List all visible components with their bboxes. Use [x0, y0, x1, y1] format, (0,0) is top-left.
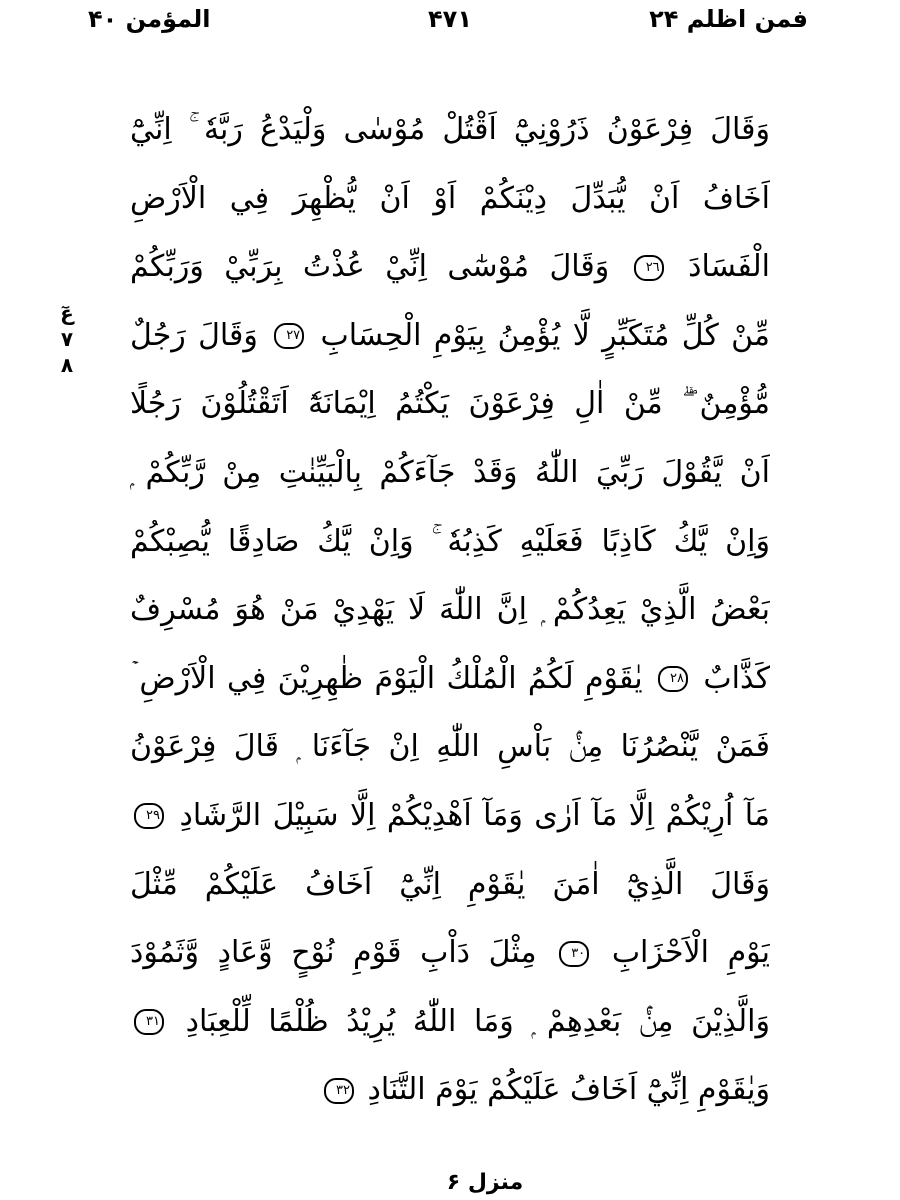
- verse-text: وَقَالَ الَّذِيْٓ اٰمَنَ يٰقَوْمِ اِنِّيْٓ اَخَافُ عَلَيْكُمْ مِّثْلَ: [130, 866, 770, 902]
- verse-line: [130, 370, 770, 439]
- verse-text: مَآ اُرِيْكُمْ اِلَّا مَآ اَرٰى وَمَآ اَهْدِيْكُمْ اِلَّا سَبِيْلَ الرَّشَادِ: [179, 797, 770, 833]
- verse-line: [130, 645, 770, 714]
- ayah-number-marker: ٣١: [134, 1009, 164, 1035]
- verse-text: اَخَافُ اَنْ يُّبَدِّلَ دِيْنَكُمْ اَوْ اَنْ يُّظْهِرَ فِي الْاَرْضِ: [130, 180, 770, 216]
- verse-line: [130, 302, 770, 371]
- verse-line: [130, 1056, 770, 1125]
- verse-line: [130, 508, 770, 577]
- verse-text: وَقَالَ فِرْعَوْنُ ذَرُوْنِيْٓ اَقْتُلْ مُوْسٰى وَلْيَدْعُ رَبَّهٗ ۚ اِنِّيْٓ: [130, 112, 770, 147]
- verse-text: مِثْلَ دَاْبِ قَوْمِ نُوْحٍ وَّعَادٍ وَّثَمُوْدَ: [130, 935, 537, 971]
- verse-line: [130, 439, 770, 508]
- verse-text: فَمَنْ يَّنْصُرُنَا مِنْۢ بَاْسِ اللّٰهِ اِنْ جَآءَنَا ۭ قَالَ فِرْعَوْنُ: [130, 729, 770, 765]
- ayah-number-marker: ٢٨: [658, 666, 688, 692]
- juz-title: فمن اظلم ۲۴: [649, 5, 808, 33]
- verse-text: وَقَالَ مُوْسٰٓى اِنِّيْ عُذْتُ بِرَبِّيْ وَرَبِّكُمْ: [130, 249, 610, 285]
- verse-text: يٰقَوْمِ لَكُمُ الْمُلْكُ الْيَوْمَ ظٰهِرِيْنَ فِي الْاَرْضِ ۡ: [130, 660, 643, 696]
- verse-text-block: [130, 96, 770, 1125]
- verse-text: وَيٰقَوْمِ اِنِّيْٓ اَخَافُ عَلَيْكُمْ يَوْمَ التَّنَادِ: [367, 1072, 770, 1108]
- verse-line: [130, 851, 770, 920]
- verse-text: يَوْمِ الْاَحْزَابِ: [611, 935, 770, 971]
- verse-line: [130, 919, 770, 988]
- verse-text: بَعْضُ الَّذِيْ يَعِدُكُمْ ۭ اِنَّ اللّٰهَ لَا يَهْدِيْ مَنْ هُوَ مُسْرِفٌ: [130, 592, 770, 628]
- manzil-label: منزل ۶: [446, 1170, 524, 1195]
- page-number: ۴۷۱: [428, 5, 472, 33]
- verse-text: وَقَالَ رَجُلٌ: [130, 317, 258, 353]
- ayah-number-marker: ٢٧: [274, 323, 304, 349]
- ruku-marker: عٓ ۷ ۸: [60, 301, 74, 377]
- ayah-number-marker: ٣٢: [324, 1078, 354, 1104]
- surah-title: المؤمن ۴۰: [88, 5, 211, 33]
- verse-text: الْفَسَادَ: [688, 249, 770, 285]
- verse-line: [130, 576, 770, 645]
- ayah-number-marker: ٣٠: [559, 941, 589, 967]
- verse-line: [130, 988, 770, 1057]
- verse-text: كَذَّابٌ: [703, 660, 770, 696]
- verse-line: [130, 713, 770, 782]
- verse-text: مُّؤْمِنٌ ۖۗ مِّنْ اٰلِ فِرْعَوْنَ يَكْتُمُ اِيْمَانَهٗٓ اَتَقْتُلُوْنَ رَجُلًا: [130, 386, 770, 422]
- ayah-number-marker: ٢٩: [134, 803, 164, 829]
- verse-line: [130, 782, 770, 851]
- ayah-number-marker: ٢٦: [634, 255, 664, 281]
- verse-text: وَالَّذِيْنَ مِنْۢ بَعْدِهِمْ ۭ وَمَا اللّٰهُ يُرِيْدُ ظُلْمًا لِّلْعِبَادِ: [185, 1003, 770, 1039]
- verse-text: وَاِنْ يَّكُ كَاذِبًا فَعَلَيْهِ كَذِبُهٗ ۚ وَاِنْ يَّكُ صَادِقًا يُّصِبْكُمْ: [130, 523, 770, 559]
- verse-line: [130, 96, 770, 165]
- verse-text: اَنْ يَّقُوْلَ رَبِّيَ اللّٰهُ وَقَدْ جَآءَكُمْ بِالْبَيِّنٰتِ مِنْ رَّبِّكُمْ ۭ: [130, 454, 770, 490]
- verse-text: مِّنْ كُلِّ مُتَكَبِّرٍ لَّا يُؤْمِنُ بِيَوْمِ الْحِسَابِ: [320, 317, 770, 353]
- verse-line: [130, 233, 770, 302]
- verse-line: [130, 165, 770, 234]
